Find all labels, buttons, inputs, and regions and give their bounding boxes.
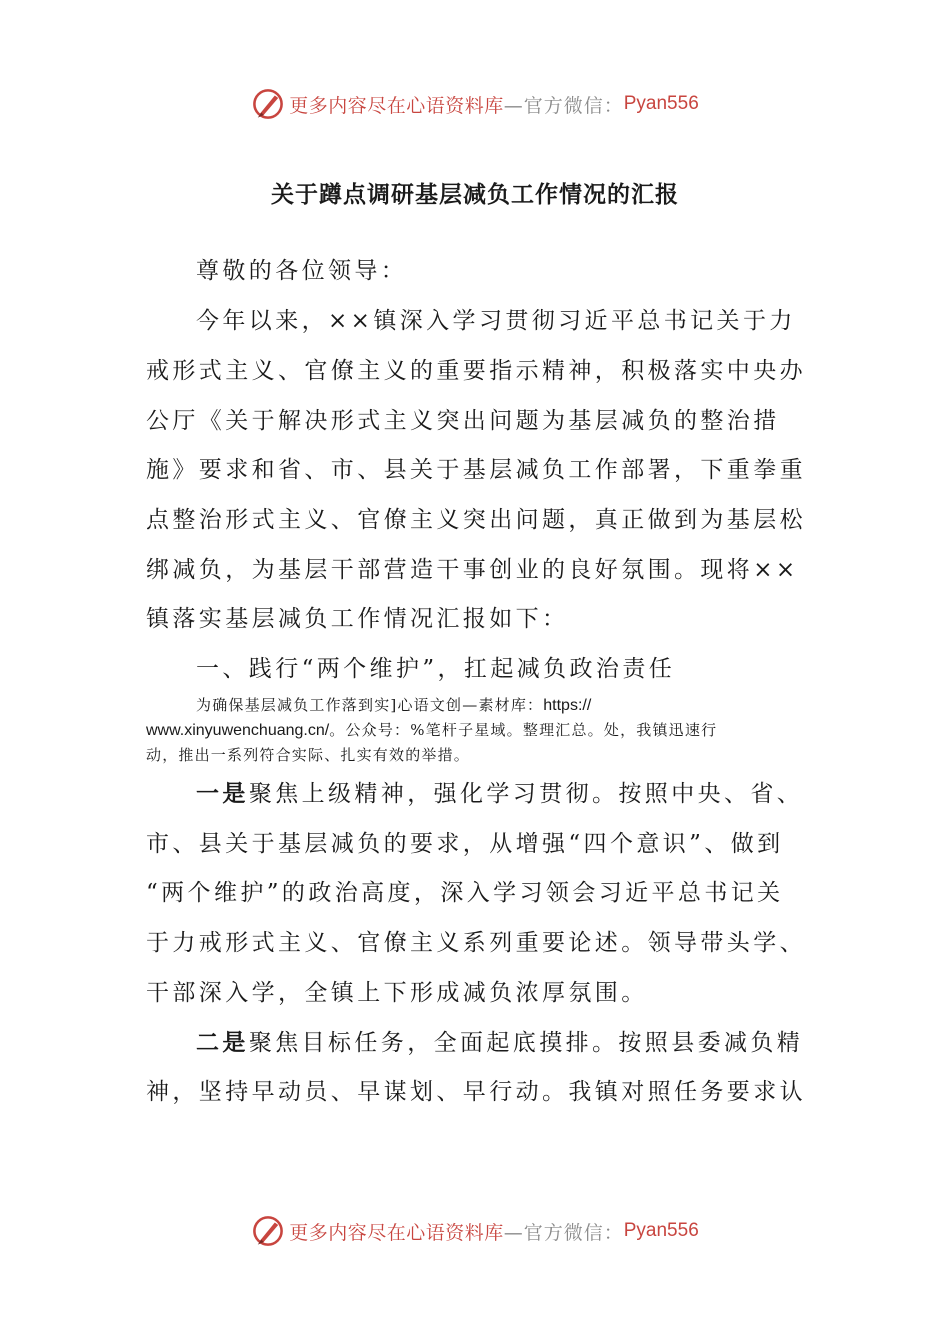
intro-line: 公厅《关于解决形式主义突出问题为基层减负的整治措 [146, 408, 780, 434]
watermark-wechat-id: Pyan556 [623, 1220, 699, 1241]
point-one-line: “两个维护”的政治高度，深入学习领会习近平总书记关 [146, 880, 784, 906]
intro-line: 点整治形式主义、官僚主义突出问题，真正做到为基层松 [146, 507, 806, 533]
watermark-brand-text: 更多内容尽在心语资料库 [289, 94, 504, 117]
point-text: 聚焦目标任务，全面起底摸排。按照县委减负精 [248, 1030, 804, 1056]
point-lead: 二是 [196, 1029, 249, 1056]
inserted-note-line [196, 695, 591, 716]
inserted-note-line [146, 720, 717, 741]
intro-line: 施》要求和省、市、县关于基层减负工作部署，下重拳重 [146, 457, 806, 483]
point-one-line: 于力戒形式主义、官僚主义系列重要论述。领导带头学、 [146, 930, 806, 956]
point-one-line: 市、县关于基层减负的要求，从增强“四个意识”、做到 [146, 831, 784, 857]
document-title: 关于蹲点调研基层减负工作情况的汇报 [271, 181, 679, 208]
intro-line: 戒形式主义、官僚主义的重要指示精神，积极落实中央办 [146, 358, 806, 384]
point-two-line [196, 1028, 803, 1058]
point-one-line: 干部深入学，全镇上下形成减负浓厚氛围。 [146, 980, 648, 1006]
section-heading: 一、践行“两个维护”，扛起减负政治责任 [196, 656, 676, 682]
note-url-part: https:// [543, 697, 592, 714]
watermark-wechat-label: —官方微信： [503, 94, 624, 117]
header-watermark [0, 84, 950, 124]
intro-line: 今年以来，××镇深入学习贯彻习近平总书记关于力 [196, 308, 796, 334]
intro-line: 镇落实基层减负工作情况汇报如下： [146, 606, 569, 632]
footer-watermark [0, 1211, 950, 1251]
salutation: 尊敬的各位领导： [196, 258, 408, 284]
inserted-note-line: 动，推出一系列符合实际、扎实有效的举措。 [146, 746, 471, 764]
pen-logo-icon [251, 1214, 285, 1248]
watermark-wechat-id: Pyan556 [623, 93, 699, 114]
point-two-line: 神，坚持早动员、早谋划、早行动。我镇对照任务要求认 [146, 1079, 806, 1105]
point-one-line [196, 779, 803, 809]
note-text: 为确保基层减负工作落到实]心语文创—素材库： [196, 696, 544, 714]
point-text: 聚焦上级精神，强化学习贯彻。按照中央、省、 [248, 781, 804, 807]
watermark-wechat-label: —官方微信： [503, 1221, 624, 1244]
pen-logo-icon [251, 87, 285, 121]
intro-line: 绑减负，为基层干部营造干事创业的良好氛围。现将×× [146, 557, 799, 583]
point-lead: 一是 [196, 780, 249, 807]
note-url-part: www.xinyuwenchuang.cn/ [146, 722, 330, 739]
note-text: 。公众号：%笔杆子星域。整理汇总。处，我镇迅速行 [329, 721, 718, 739]
watermark-brand-text: 更多内容尽在心语资料库 [289, 1221, 504, 1244]
